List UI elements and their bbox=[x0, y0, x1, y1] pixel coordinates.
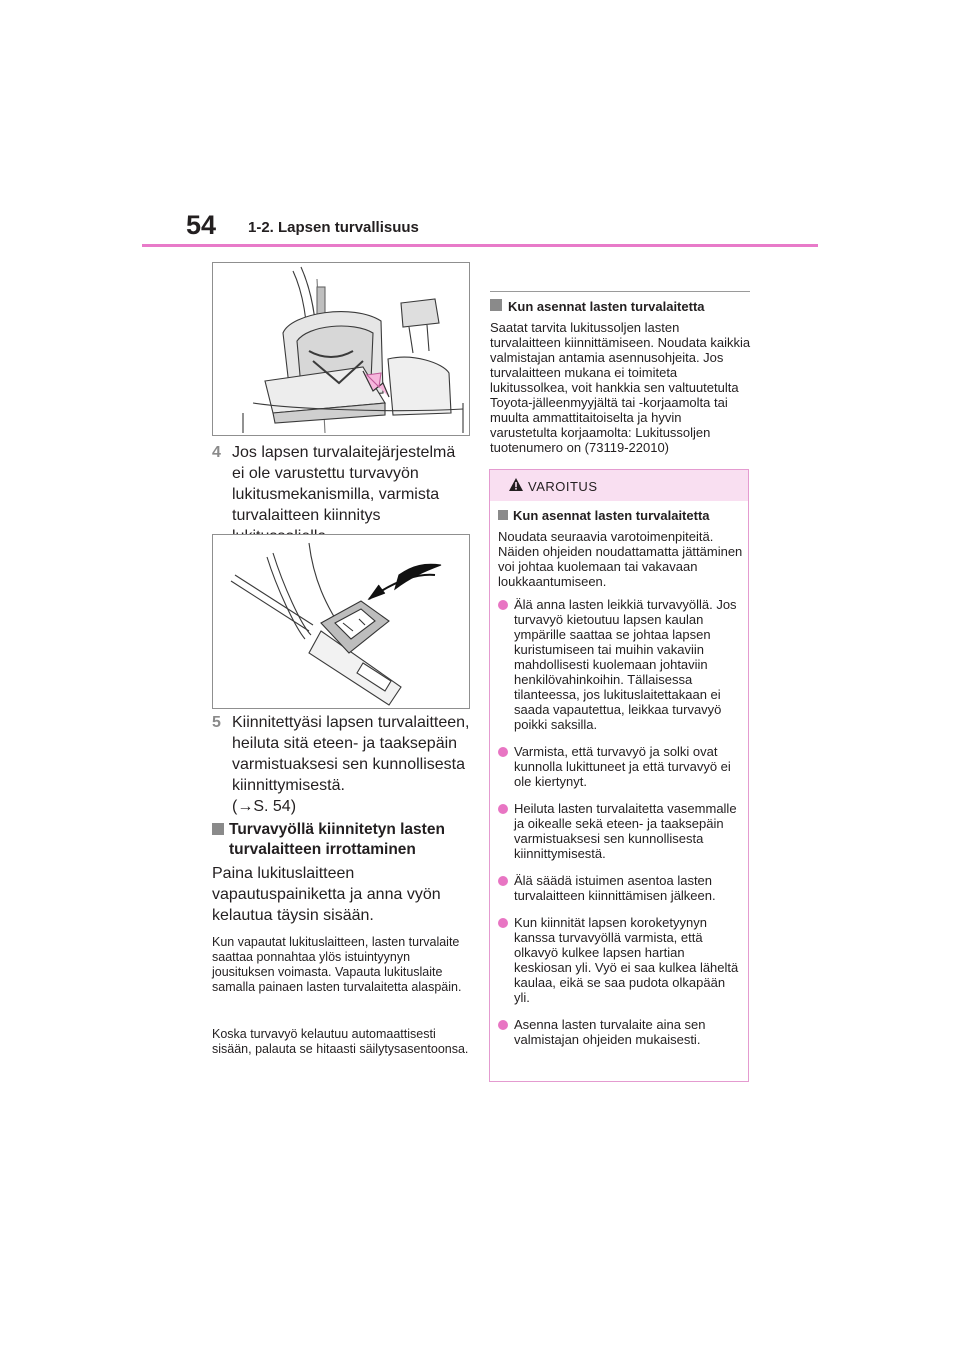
list-item bbox=[498, 744, 744, 789]
release-note: Kun vapautat lukituslaitteen, lasten turvalaite saattaa ponnahtaa ylös istuintyynyn jousituksen voimasta. Vapauta lukituslaite samalla painaen lasten turvalaitetta alaspäin. bbox=[212, 935, 462, 994]
step-5-body: Kiinnitettyäsi lapsen turvalaitteen, heiluta sitä eteen- ja taaksepäin varmistuaksesi sen kunnollisesta kiinnittymisestä. bbox=[232, 714, 470, 794]
list-item-text: Asenna lasten turvalaite aina sen valmistajan ohjeiden mukaisesti. bbox=[514, 1017, 706, 1047]
bullet-dot-icon bbox=[498, 600, 508, 610]
subheading-installing-seat bbox=[490, 299, 705, 314]
list-item bbox=[498, 597, 744, 732]
subheading-text: Turvavyöllä kiinnitetyn lasten turvalaitteen irrottaminen bbox=[229, 821, 445, 858]
list-item bbox=[498, 1017, 744, 1047]
section-title: 1-2. Lapsen turvallisuus bbox=[248, 219, 419, 236]
warning-title: VAROITUS bbox=[528, 479, 598, 494]
bullet-dot-icon bbox=[498, 1020, 508, 1030]
release-instruction: Paina lukituslaitteen vapautuspainiketta ja anna vyön kelautua täysin sisään. bbox=[212, 865, 441, 924]
step-5-text bbox=[212, 712, 470, 817]
warning-subheading bbox=[498, 508, 710, 523]
subheading-text: Kun asennat lasten turvalaitetta bbox=[508, 299, 705, 314]
list-item bbox=[498, 873, 744, 903]
list-item-text: Älä anna lasten leikkiä turvavyöllä. Jos turvavyö kietoutuu lapsen kaulan ympärille saattaa se johtaa lapsen kuristumiseen tai muihin vakaviin mahdollisesti kuolemaan johtaviin henkilövahinkoihin. Tällaisessa tilanteessa, jos lukituslaitettakaan ei saada vapautettua, leikkaa turvavyö poikki saksilla. bbox=[514, 597, 737, 732]
locking-clip-illustration bbox=[212, 534, 470, 709]
warning-list bbox=[498, 597, 744, 1059]
locking-clip-info: Saatat tarvita lukitussoljen lasten turvalaitteen kiinnittämiseen. Noudata kaikkia valmistajan antamia asennusohjeita. Jos turvalaitteen mukana ei toimiteta lukitussolkea, voit hankkia sen valtuutetulta Toyota-jälleenmyyjältä tai -korjaamolta tai muulta ammattitaitoiselta ja hyvin varustetulta korjaamolta: Lukitussoljen tuotenumero on (73119-22010) bbox=[490, 320, 751, 455]
bullet-dot-icon bbox=[498, 876, 508, 886]
step-4-text: Jos lapsen turvalaitejärjestelmä ei ole varustettu turvavyön lukitusmekanismilla, varmista turvalaitteen kiinnitys bbox=[232, 444, 456, 524]
header-rule bbox=[142, 244, 818, 247]
warning-triangle-icon bbox=[508, 477, 524, 493]
warning-box bbox=[489, 469, 749, 1082]
list-item-text: Heiluta lasten turvalaitetta vasemmalle ja oikealle sekä eteen- ja taaksepäin varmistuaksesi sen kunnollisesta kiinnittymisestä. bbox=[514, 801, 737, 861]
bullet-dot-icon bbox=[498, 804, 508, 814]
step-5 bbox=[212, 712, 470, 817]
bullet-dot-icon bbox=[498, 747, 508, 757]
square-bullet-icon bbox=[498, 510, 508, 520]
page-number: 54 bbox=[186, 210, 217, 240]
list-item-text: Varmista, että turvavyö ja solki ovat kunnolla lukittuneet ja että turvavyö ei ole kiertynyt. bbox=[514, 744, 731, 789]
retract-note: Koska turvavyö kelautuu automaattisesti sisään, palauta se hitaasti säilytysasentoonsa. bbox=[212, 1027, 469, 1056]
step-4-number: 4 bbox=[212, 444, 221, 461]
square-bullet-icon bbox=[212, 823, 224, 835]
warning-subheading-text: Kun asennat lasten turvalaitetta bbox=[513, 508, 710, 523]
list-item-text: Kun kiinnität lapsen koroketyynyn kanssa turvavyöllä varmista, että olkavyö kulkee lapsen hartian keskiosan yli. Vyö ei saa kulkea läheltä kaulaa, eikä se saa pudota olkapään yli. bbox=[514, 915, 739, 1005]
warning-intro: Noudata seuraavia varotoimenpiteitä. Näiden ohjeiden noudattamatta jättäminen voi johtaa kuolemaan tai vakavaan loukkaantumiseen. bbox=[498, 529, 743, 589]
right-column-rule bbox=[490, 291, 750, 292]
step-4 bbox=[212, 442, 470, 547]
bullet-dot-icon bbox=[498, 918, 508, 928]
warning-header bbox=[490, 470, 748, 501]
list-item bbox=[498, 801, 744, 861]
list-item bbox=[498, 915, 744, 1005]
list-item-text: Älä säädä istuimen asentoa lasten turvalaitteen kiinnittämisen jälkeen. bbox=[514, 873, 716, 903]
page-reference-link[interactable]: (→S. 54) bbox=[232, 798, 297, 815]
child-seat-illustration bbox=[212, 262, 470, 436]
square-bullet-icon bbox=[490, 299, 502, 311]
step-5-number: 5 bbox=[212, 714, 221, 731]
